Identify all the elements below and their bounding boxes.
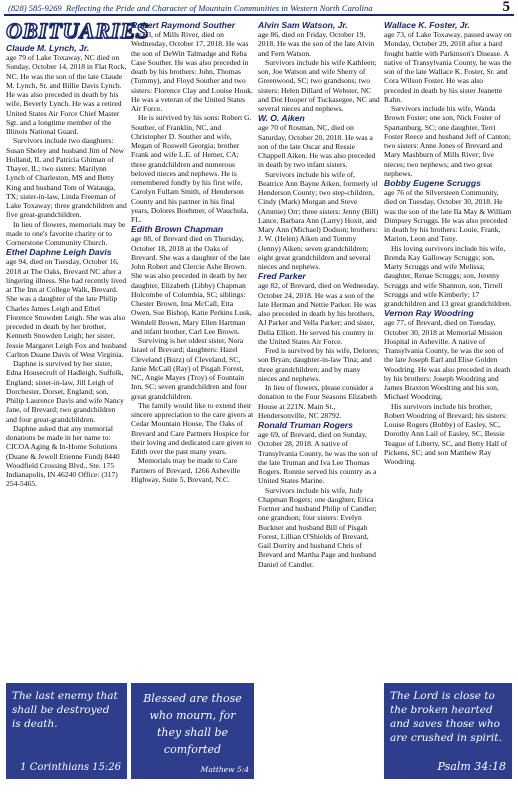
obituary-paragraph: Survivors include his wife, Wanda Brown Foster; one son, Nick Foster of Spartanburg, SC; one daughter, Terri Foster Reece and husband Jeff of Canton; two sisters: Anne Jones of Brevard and Mary Mashburn of Mills River; five nieces; two nephews; and two great nephews. (384, 104, 511, 178)
verse-box-corinthians (6, 683, 127, 779)
obituary-body (258, 30, 380, 113)
obituaries-banner: OBITUARIES (6, 18, 150, 43)
obituary-body (384, 318, 512, 466)
obituary-body (6, 257, 127, 488)
verse-text: Blessed are those who mourn, for they shall be comforted (143, 692, 242, 756)
obituary-paragraph: Fred is survived by his wife, Delores; son Bryan; daughter-in-law Tina; and three grandchildren; and by many nieces and nephews. (258, 346, 380, 383)
verse-text: The last enemy that shall be destroyed is death. (12, 690, 118, 730)
column-3 (258, 20, 380, 780)
obituary-body (258, 430, 380, 569)
obituary-body (258, 281, 380, 420)
obituary-paragraph: His loving survivors include his wife, Brenda Kay Galloway Scruggs; son, Marty Scruggs and wife Melissa; daughter, Renae Scruggs; son, Jeremy Scruggs and wife Shannon, son, Tirrell Scruggs and wife Kimberly; 17 grandchildren and 13 great grandchildren. (384, 243, 512, 308)
obituary-body (384, 188, 512, 308)
page-header (4, 2, 514, 16)
obituary-name: W. O. Aiken (258, 113, 305, 124)
obituary-paragraph: age 79 of Lake Toxaway, NC died on Sunday, October 14, 2018 in Flat Rock, NC. He was the son of the late Claude M. Lynch, Sr. and Billie Davis Lynch. He was also preceded in death by his wife, Beverly Lynch. He was a retired United States Air Force Chief Master Sgt. and a longtime member of the Illinois National Guard. (6, 53, 127, 136)
obituary-name: Claude M. Lynch, Jr. (6, 43, 90, 53)
obituary-paragraph: The family would like to extend their sincere appreciation to the care givers at Cedar Mountain House, The Oaks of Brevard and Care Partners Hospice for their loving and dedicated care given to Edith over the past many years. (131, 400, 254, 456)
obituary-paragraph: Memorials may be made to Care Partners of Brevard, 1266 Asheville Highway, Suite 5, Brevard, N.C. (131, 456, 241, 484)
obituary-body (131, 234, 254, 484)
obituary-paragraph: age 86, died on Friday, October 19, 2018. He was the son of the late Alvin and Fern Watson. (258, 30, 375, 58)
obituary-paragraph: age 82, of Brevard, died on Wednesday, October 24, 2018. He was a son of the late Herman and Nettie Parker. He was also preceded in death by his brothers, AJ Parker and Vella Parker; and sister, Delia Elliott. He served his country in the United States Air Force. (258, 281, 379, 346)
obituary-paragraph: Surviving is her oldest sister, Nora Israel of Brevard; daughters: Hazel Cleveland (Buzz) of Cleveland, SC, Janie McCall (Ray) of Pisgah Forest, NC, Angie Mayes (Troy) of Fountain Inn, SC; seven grandchildren and four great grandchildren. (131, 336, 247, 401)
obituary-paragraph: age 88, of Brevard died on Thursday, October 18, 2018 at the Oaks of Brevard. She was a daughter of the late John Robert and Clercie Ashe Brown. She was also preceded in death by her daughter, Elizabeth (Libby) Chapman Holcombe of Columbia, SC; siblings: Chester Brown, Ima McCall, Etta Owen, Sue Bishop, Katie Perkins Lusk, Wendell Brown, Mary Ellen Hartman and infant brother, Carl Lee Brown. (131, 234, 252, 336)
obituary-paragraph: age 70 of Rosman, NC, died on Saturday, October 20, 2018. He was a son of the late Oscar and Ressie Chappell Aiken. He was also preceded in death by two infant sisters. (258, 123, 376, 170)
obituary-name: Fred Parker (258, 271, 306, 282)
obituary-paragraph: age 73, of Lake Toxaway, passed away on Monday, October 29, 2018 after a hard fought battle with Parkinson's Disease. A native of Transylvania County, he was the son of the late Wallace K. Foster, Sr. and Cora Wilson Foster. He was also preceded in death by his sister Jeanette Rahn. (384, 30, 512, 104)
obituary-body (384, 30, 512, 178)
obituary-paragraph: age 76 of the Silversteen Community, died on Tuesday, October 30, 2018. He was the son of the late Ila May & William Dimpsey Scruggs. He was also preceded in death by his brothers: Louie, Frank, Marion, Leon and Tony. (384, 188, 512, 244)
obituary-paragraph: Daphne is survived by her sister, Edna Housecroft of Hadleigh, Suffolk, England; sister-in-law, Jill Leigh of Dorchester, Dorset, England; son, Philip Laurence Davis and wife Nancy Jane, of Brevard; two grandchildren and four great-grandchildren. (6, 359, 124, 424)
obituary-name: Ethel Daphne Leigh Davis (6, 247, 112, 258)
obituary-paragraph: In lieu of flowers, memorials may be made to one's favorite charity or to Cornerstone Community Church. (6, 219, 126, 247)
verse-text: The Lord is close to the broken hearted and saves those who are crushed in spirit. (390, 690, 502, 744)
header-phone: (828) 585-9269 (8, 3, 62, 13)
obituary-name: Edith Brown Chapman (131, 224, 224, 235)
obituary-name: Ronald Truman Rogers (258, 420, 353, 430)
column-2 (131, 20, 254, 780)
obituary-paragraph: age 77, of Brevard, died on Tuesday, October 30, 2018 at Memorial Mission Hospital in Asheville. A native of Transylvania County, he was the son of the late Joseph Earl and Elise Golden Woodring. He was also preceded in death by his brothers: Joseph Woodring and James Braxton Woodring and his son, Michael Woodring. (384, 318, 511, 402)
obituary-paragraph: Survivors include two daughters: Susan Sheley and husband Jim of New Holland, IL and Patricia Ghiman of Thayer, IL; two sisters: Marilynn Lynch of Charleston, MS and Betty King and husband Tom of Watauga, TX; sister-in-law, Linda Freeman of Lake Toxaway; three grandchildren and five great-grandchildren. (6, 136, 127, 220)
obituary-body (131, 30, 254, 224)
obituary-paragraph: age 94, died on Tuesday, October 16, 2018 at The Oaks, Brevard NC after a lingering illness. She had recently lived at The Inn at College Walk, Brevard. She was a daughter of the late Philip Charles James Leigh and Ethel Florence Snowden Leigh. She was also preceded in death by her brother, Kenneth Snowden Leigh; her sister, Jessie Margaret Leigh Fox and husband Carlton Duane Davis of West Virginia. (6, 257, 127, 359)
obituary-name: Bobby Eugene Scruggs (384, 178, 481, 188)
column-1 (6, 18, 150, 780)
verse-box-psalm (384, 683, 512, 779)
obituary-name: Vernon Ray Woodring (384, 308, 474, 319)
obituary-paragraph: His survivors include his brother, Robert Woodring of Brevard; his sisters: Louise Rogers (Bobby) of Easley, SC, Dorothy Ann Lail of Easley, SC, Bessie Teague of Liberty, SC, and Betty Hall of Pickens, SC; and son Matthew Ray Woodring. (384, 401, 508, 466)
obituary-name: Robert Raymond Souther (131, 20, 236, 30)
obituary-paragraph: He is survived by his sons: Robert G. Souther, of Franklin, NC, and Christopher D. Souther and wife, Megan of Roswell Georgia; brother Frank and wife L.E. of Hemet, CA; three grandchildren and numerous beloved nieces and nephews. He is remembered fondly by his first wife, Carolyn Fullam Smith, of Henderson County and his partner in his final years, Dolores Boehmer, of Wauchula, FL. (131, 113, 252, 224)
verse-reference: Psalm 34:18 (437, 760, 506, 773)
obituary-paragraph: Survivors include his wife of, Beatrice Ann Bayne Aiken, formerly of Henderson County; two step-children, Cindy (Mark) Morgan and Steve (Ammie) Orr; three sisters: Jenny (Bill) Lance, Barbara Ann (Larry) Hoxit, and Mary Ann (Michael) Dodson; brothers: J. W. (Helen) Aiken and Tommy (Jenny) Aiken; seven grandchildren; eight great grandchildren and several nieces and nephews. (258, 169, 379, 271)
page-number: 5 (502, 0, 510, 15)
verse-reference: Matthew 5:4 (200, 765, 249, 774)
column-4 (384, 20, 512, 780)
obituary-name: Wallace K. Foster, Jr. (384, 20, 470, 30)
obituary-body (6, 53, 127, 247)
obituary-paragraph: Survivors include his wife, Judy Chapman Rogers; one daughter, Erica Fortner and husband Philip of Candler; one grandson; four sisters: Evelyn Buckner and husband Bill of Pisgah Forest, Lillian O'Shields of Brevard, Gail Dorrity and husband Chris of Brevard and Martha Page and husband Daniel of Candler. (258, 485, 377, 569)
obituary-paragraph: Survivors include his wife Kathleen; son, Joe Watson and wife Sherry of Greenwood, SC; two grandsons; two sisters: Helen Dillard of Webster, NC and Dot Hooper of Tuckasegee, NC and several nieces and nephews. (258, 57, 380, 113)
header-tagline: Reflecting the Pride and Character of Mountain Communities in Western North Carolina (66, 3, 373, 13)
obituary-body (258, 123, 380, 271)
obituary-paragraph: age 83, of Mills River, died on Wednesday, October 17, 2018. He was the son of DeWitt Talmadge and Reba Case Souther. He was also preceded in death by his brothers: John, Thomas (Tommy), and Floyd Souther and two sisters: Florence Clay and Louise Houk. He was a veteran of the United States Air Force. (131, 30, 253, 113)
verse-box-matthew (131, 683, 254, 779)
obituary-paragraph: age 69, of Brevard, died on Sunday, October 28, 2018. A native of Transylvania County, he was the son of the late Truman and Iva Lee Thomas Rogers. Ronnie served his country as a United States Marine. (258, 430, 378, 486)
obituary-name: Alvin Sam Watson, Jr. (258, 20, 348, 30)
obituary-paragraph: Daphne asked that any memorial donations be made in her name to: CICOA Aging & In-Home Solutions (Duane & Jewell Etienne Fund) 8440 Woodfield Crossing Blvd., Ste. 175 Indianapolis, IN 46240 Office: (317) 254-5465. (6, 423, 120, 489)
obituary-paragraph: In lieu of flowers, please consider a donation to the Four Seasons Elizabeth House at 221N. Main St., Hendersonville, NC 28792. (258, 383, 377, 420)
verse-reference: 1 Corinthians 15:26 (20, 762, 121, 773)
